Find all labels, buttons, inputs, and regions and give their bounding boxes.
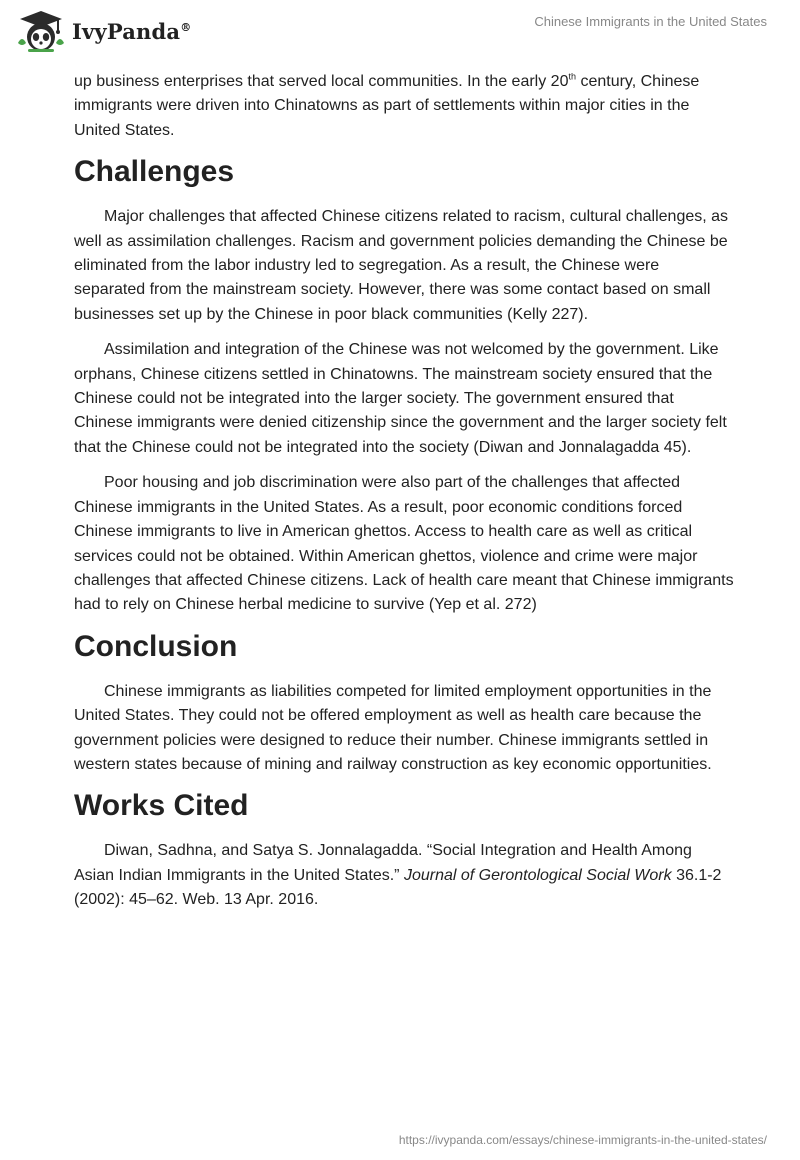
conclusion-paragraph: Chinese immigrants as liabilities competed for limited employment opportunities in the United States. They could not be offered employment as well as health care because the government policies were designed to reduce their number. Chinese immigrants settled in western states because of mining and railway construction as key economic opportunities. (74, 682, 712, 773)
brand-name: IvyPanda® (72, 18, 192, 44)
challenges-paragraph-3: Poor housing and job discrimination were also part of the challenges that affected Chinese immigrants in the United States. As a result, poor economic conditions forced Chinese immigrants to live in American ghettos. Access to health care as well as critical services could not be obtained. Within American ghettos, violence and crime were major challenges that affected Chinese citizens. Lack of health care meant that Chinese immigrants had to rely on Chinese herbal medicine to survive (Yep et al. 272) (74, 474, 734, 614)
challenges-paragraph-2: Assimilation and integration of the Chinese was not welcomed by the government. Like orphans, Chinese citizens settled in Chinatowns. The mainstream society ensured that the Chinese could not be integrated into the larger society. The government ensured that Chinese immigrants were denied citizenship since the government and the larger society felt that the Chinese could not be integrated into the society (Diwan and Jonnalagadda 45). (74, 341, 727, 456)
citation-entry: Diwan, Sadhna, and Satya S. Jonnalagadda. “Social Integration and Health Among Asian Indian Immigrants in the United States.” Journal of Gerontological Social Work 36.1-2 (2002): 45–62. Web. 13 Apr. 2016. (74, 842, 722, 909)
challenges-paragraph-1: Major challenges that affected Chinese citizens related to racism, cultural challenges, as well as assimilation challenges. Racism and government policies demanding the Chinese be eliminated from the labor industry led to segregation. As a result, the Chinese were separated from the mainstream society. However, there was some contact based on small businesses set up by the Chinese in poor black communities (Kelly 227). (74, 208, 729, 323)
source-url[interactable]: https://ivypanda.com/essays/chinese-immigrants-in-the-united-states/ (398, 1133, 767, 1147)
ivypanda-logo[interactable] (16, 8, 191, 54)
intro-paragraph: up business enterprises that served local communities. In the early 20th century, Chinese immigrants were driven into Chinatowns as part of settlements within major cities in the United States. (74, 71, 700, 139)
heading-challenges: Challenges (74, 155, 235, 189)
essay-body (74, 70, 734, 924)
journal-title: Journal of Gerontological Social Work (403, 866, 672, 884)
page-header (0, 0, 800, 70)
heading-conclusion: Conclusion (74, 629, 238, 663)
running-title: Chinese Immigrants in the United States (534, 14, 767, 29)
panda-graduate-icon (16, 9, 66, 53)
heading-works-cited: Works Cited (74, 789, 249, 823)
